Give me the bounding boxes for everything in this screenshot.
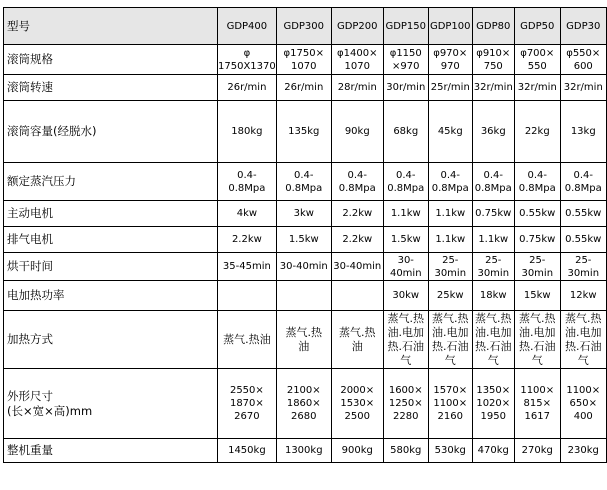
table-cell: 35-45min: [218, 253, 277, 281]
header-cell-model: 型号: [4, 8, 218, 45]
table-cell: 0.75kw: [472, 201, 514, 227]
table-cell: 蒸气.热 油: [331, 311, 383, 369]
table-cell: 1.5kw: [383, 227, 428, 253]
header-cell-gdp100: GDP100: [428, 8, 472, 45]
table-cell: 2100× 1860× 2680: [276, 369, 331, 439]
table-cell: φ550× 600: [560, 45, 606, 75]
table-cell: 1600× 1250× 2280: [383, 369, 428, 439]
header-cell-gdp300: GDP300: [276, 8, 331, 45]
table-cell: 0.4- 0.8Mpa: [472, 163, 514, 201]
table-row: [4, 253, 607, 281]
table-cell: 530kg: [428, 439, 472, 463]
row-label: 加热方式: [4, 311, 218, 369]
table-cell: 30r/min: [383, 75, 428, 101]
table-cell: 蒸气.热油: [218, 311, 277, 369]
table-cell: 1.1kw: [472, 227, 514, 253]
table-cell: 90kg: [331, 101, 383, 163]
table-cell: 0.4- 0.8Mpa: [514, 163, 560, 201]
row-label: 外形尺寸 (长×宽×高)mm: [4, 369, 218, 439]
header-row: [4, 8, 607, 45]
table-cell: 26r/min: [218, 75, 277, 101]
table-cell: φ910× 750: [472, 45, 514, 75]
table-cell: 蒸气.热 油.电加 热.石油 气: [472, 311, 514, 369]
row-label: 主动电机: [4, 201, 218, 227]
table-cell: φ970× 970: [428, 45, 472, 75]
table-cell: φ1750× 1070: [276, 45, 331, 75]
table-cell: 30- 40min: [383, 253, 428, 281]
table-cell: 12kw: [560, 281, 606, 311]
table-row: [4, 369, 607, 439]
table-cell: 30kw: [383, 281, 428, 311]
table-cell: 2550× 1870× 2670: [218, 369, 277, 439]
table-cell: 180kg: [218, 101, 277, 163]
table-cell: φ700× 550: [514, 45, 560, 75]
row-label: 电加热功率: [4, 281, 218, 311]
header-cell-gdp50: GDP50: [514, 8, 560, 45]
table-cell: 0.4- 0.8Mpa: [218, 163, 277, 201]
table-cell: 25r/min: [428, 75, 472, 101]
table-cell: 0.4- 0.8Mpa: [428, 163, 472, 201]
table-cell: 4kw: [218, 201, 277, 227]
table-row: [4, 281, 607, 311]
row-label: 额定蒸汽压力: [4, 163, 218, 201]
table-cell: 1570× 1100× 2160: [428, 369, 472, 439]
table-row: [4, 45, 607, 75]
table-cell: 580kg: [383, 439, 428, 463]
table-cell: 25- 30min: [428, 253, 472, 281]
table-cell: 0.4- 0.8Mpa: [560, 163, 606, 201]
table-row: [4, 163, 607, 201]
table-cell: 蒸气.热 油.电加 热.石油 气: [514, 311, 560, 369]
table-cell: 0.55kw: [560, 201, 606, 227]
table-cell: 1450kg: [218, 439, 277, 463]
table-row: [4, 75, 607, 101]
row-label: 烘干时间: [4, 253, 218, 281]
table-cell: 135kg: [276, 101, 331, 163]
table-cell: 1.1kw: [383, 201, 428, 227]
table-cell: 2.2kw: [331, 201, 383, 227]
table-cell: [218, 281, 277, 311]
table-cell: 270kg: [514, 439, 560, 463]
header-cell-gdp200: GDP200: [331, 8, 383, 45]
table-cell: 2000× 1530× 2500: [331, 369, 383, 439]
table-cell: 68kg: [383, 101, 428, 163]
table-cell: 900kg: [331, 439, 383, 463]
table-cell: 470kg: [472, 439, 514, 463]
table-cell: 蒸气.热 油.电加 热.石油 气: [560, 311, 606, 369]
table-cell: 25- 30min: [472, 253, 514, 281]
table-row: [4, 227, 607, 253]
table-cell: 32r/min: [514, 75, 560, 101]
table-cell: φ1150 ×970: [383, 45, 428, 75]
table-cell: 28r/min: [331, 75, 383, 101]
table-cell: 1100× 815× 1617: [514, 369, 560, 439]
table-cell: 蒸气.热 油: [276, 311, 331, 369]
table-cell: [331, 281, 383, 311]
table-row: [4, 311, 607, 369]
spec-table-container: [3, 7, 607, 463]
row-label: 滚筒规格: [4, 45, 218, 75]
table-cell: φ 1750X1370: [218, 45, 277, 75]
table-cell: 1100× 650× 400: [560, 369, 606, 439]
table-row: [4, 101, 607, 163]
header-cell-gdp80: GDP80: [472, 8, 514, 45]
table-cell: 30-40min: [276, 253, 331, 281]
table-cell: 3kw: [276, 201, 331, 227]
table-row: [4, 439, 607, 463]
table-cell: 230kg: [560, 439, 606, 463]
table-cell: 1350× 1020× 1950: [472, 369, 514, 439]
table-cell: 18kw: [472, 281, 514, 311]
table-cell: [276, 281, 331, 311]
table-cell: 1.5kw: [276, 227, 331, 253]
row-label: 整机重量: [4, 439, 218, 463]
table-row: [4, 201, 607, 227]
header-cell-gdp400: GDP400: [218, 8, 277, 45]
table-cell: 22kg: [514, 101, 560, 163]
table-cell: 36kg: [472, 101, 514, 163]
table-cell: φ1400× 1070: [331, 45, 383, 75]
table-cell: 45kg: [428, 101, 472, 163]
spec-table: [3, 7, 607, 463]
row-label: 滚筒容量(经脱水): [4, 101, 218, 163]
row-label: 排气电机: [4, 227, 218, 253]
header-cell-gdp150: GDP150: [383, 8, 428, 45]
table-cell: 蒸气.热 油.电加 热.石油 气: [383, 311, 428, 369]
table-cell: 0.55kw: [560, 227, 606, 253]
table-cell: 1.1kw: [428, 201, 472, 227]
table-cell: 25- 30min: [514, 253, 560, 281]
table-cell: 32r/min: [560, 75, 606, 101]
spec-table-body: [4, 8, 607, 463]
table-cell: 32r/min: [472, 75, 514, 101]
table-cell: 0.55kw: [514, 201, 560, 227]
table-cell: 0.4- 0.8Mpa: [331, 163, 383, 201]
table-cell: 1300kg: [276, 439, 331, 463]
table-cell: 13kg: [560, 101, 606, 163]
table-cell: 15kw: [514, 281, 560, 311]
table-cell: 25- 30min: [560, 253, 606, 281]
table-cell: 0.4- 0.8Mpa: [276, 163, 331, 201]
table-cell: 30-40min: [331, 253, 383, 281]
table-cell: 25kw: [428, 281, 472, 311]
row-label: 滚筒转速: [4, 75, 218, 101]
table-cell: 2.2kw: [218, 227, 277, 253]
table-cell: 蒸气.热 油.电加 热.石油 气: [428, 311, 472, 369]
table-cell: 0.4- 0.8Mpa: [383, 163, 428, 201]
header-cell-gdp30: GDP30: [560, 8, 606, 45]
table-cell: 1.1kw: [428, 227, 472, 253]
table-cell: 26r/min: [276, 75, 331, 101]
table-cell: 0.75kw: [514, 227, 560, 253]
table-cell: 2.2kw: [331, 227, 383, 253]
